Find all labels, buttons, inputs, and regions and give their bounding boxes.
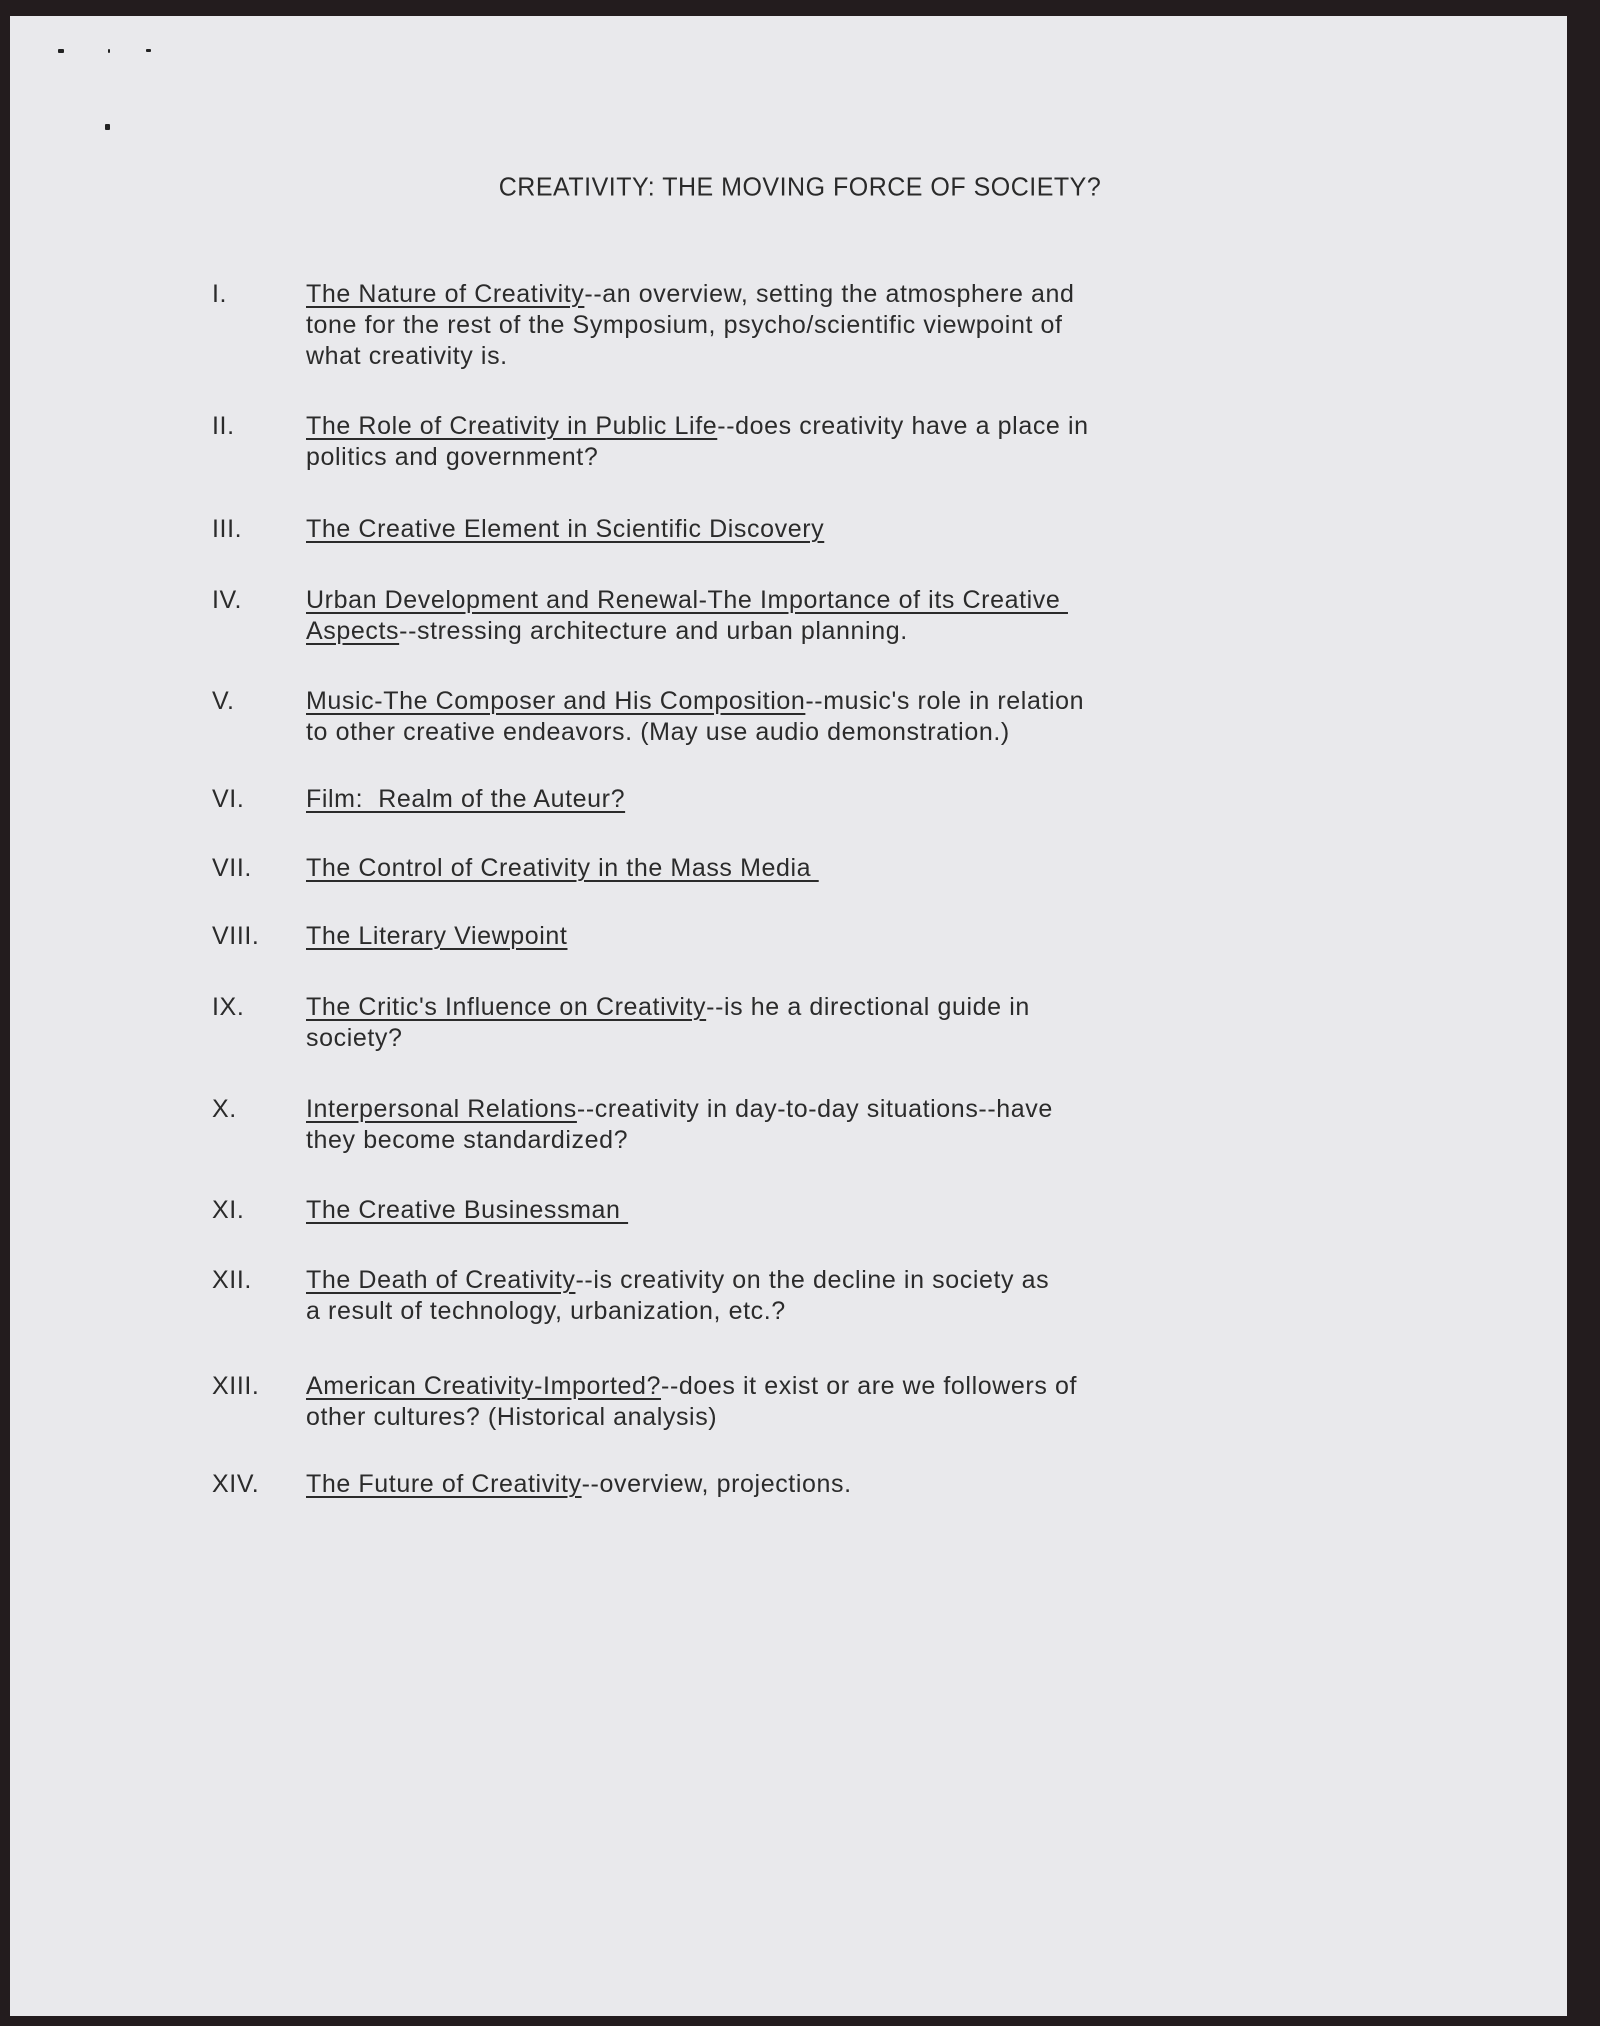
topic-heading: The Future of Creativity (306, 1470, 582, 1498)
topic-description: they become standardized? (306, 1126, 629, 1154)
topic-numeral: V. (212, 687, 235, 715)
topic-description: --music's role in relation (805, 687, 1085, 715)
topic-description: other cultures? (Historical analysis) (306, 1403, 718, 1431)
document-title: CREATIVITY: THE MOVING FORCE OF SOCIETY? (498, 172, 1102, 202)
topic-numeral: III. (212, 515, 243, 543)
topic-description: tone for the rest of the Symposium, psycho/scientific viewpoint of (306, 311, 1063, 339)
topic-line (306, 443, 598, 472)
topic-numeral: VII. (212, 854, 252, 882)
stray-mark (108, 49, 110, 53)
topic-line (306, 1126, 628, 1155)
topic-heading: The Creative Element in Scientific Discovery (306, 515, 825, 543)
topic-line (306, 412, 1089, 441)
topic-line (306, 617, 908, 646)
topic-description: --an overview, setting the atmosphere and (584, 280, 1075, 308)
topic-line (306, 515, 824, 544)
stray-mark (58, 49, 64, 53)
topic-line (306, 1372, 1077, 1401)
topic-description: to other creative endeavors. (May use audio demonstration.) (306, 718, 1010, 746)
topic-numeral: X. (212, 1095, 237, 1123)
topic-line (306, 586, 1068, 615)
topic-heading: Aspects (306, 617, 400, 645)
topic-line (306, 280, 1075, 309)
topic-numeral: XIII. (212, 1372, 260, 1400)
topic-heading: The Role of Creativity in Public Life (306, 412, 718, 440)
topic-description: --does creativity have a place in (717, 412, 1089, 440)
topic-line (306, 993, 1030, 1022)
topic-heading: Music-The Composer and His Composition (306, 687, 806, 715)
topic-numeral: XIV. (212, 1470, 260, 1498)
topic-line (306, 342, 508, 371)
topic-numeral: I. (212, 280, 228, 308)
topic-line (306, 1470, 852, 1499)
topic-line (306, 687, 1084, 716)
topic-heading: American Creativity-Imported? (306, 1372, 662, 1400)
topic-line (306, 718, 1010, 747)
topic-description: a result of technology, urbanization, etc.? (306, 1297, 786, 1325)
topic-description: --does it exist or are we followers of (661, 1372, 1078, 1400)
topic-description: --creativity in day-to-day situations--have (576, 1095, 1053, 1123)
topic-line (306, 922, 567, 951)
topic-description: --stressing architecture and urban planning. (399, 617, 908, 645)
topic-description: --is he a directional guide in (706, 993, 1030, 1021)
topic-description: --overview, projections. (581, 1470, 852, 1498)
topic-description: --is creativity on the decline in society as (575, 1266, 1050, 1294)
topic-heading: The Creative Businessman (306, 1196, 629, 1224)
topic-line (306, 854, 819, 883)
topic-line (306, 785, 625, 814)
topic-line (306, 1266, 1049, 1295)
topic-numeral: IV. (212, 586, 243, 614)
topic-description: politics and government? (306, 443, 599, 471)
stray-mark (105, 124, 110, 130)
topic-heading: Urban Development and Renewal-The Importance of its Creative (306, 586, 1068, 614)
topic-heading: Film: Realm of the Auteur? (306, 785, 626, 813)
topic-numeral: XI. (212, 1196, 245, 1224)
topic-line (306, 1196, 628, 1225)
topic-numeral: VIII. (212, 922, 260, 950)
topic-line (306, 1024, 403, 1053)
topic-numeral: VI. (212, 785, 245, 813)
topic-heading: The Literary Viewpoint (306, 922, 568, 950)
topic-heading: The Control of Creativity in the Mass Media (306, 854, 819, 882)
stray-mark (146, 49, 151, 52)
topic-heading: The Death of Creativity (306, 1266, 576, 1294)
topic-numeral: II. (212, 412, 235, 440)
topic-line (306, 1095, 1053, 1124)
topic-heading: The Critic's Influence on Creativity (306, 993, 707, 1021)
topic-numeral: XII. (212, 1266, 252, 1294)
topic-line (306, 1297, 786, 1326)
topic-numeral: IX. (212, 993, 245, 1021)
topic-heading: The Nature of Creativity (306, 280, 585, 308)
topic-heading: Interpersonal Relations (306, 1095, 577, 1123)
topic-line (306, 1403, 717, 1432)
topic-description: what creativity is. (306, 342, 508, 370)
topic-line (306, 311, 1063, 340)
topic-description: society? (306, 1024, 403, 1052)
